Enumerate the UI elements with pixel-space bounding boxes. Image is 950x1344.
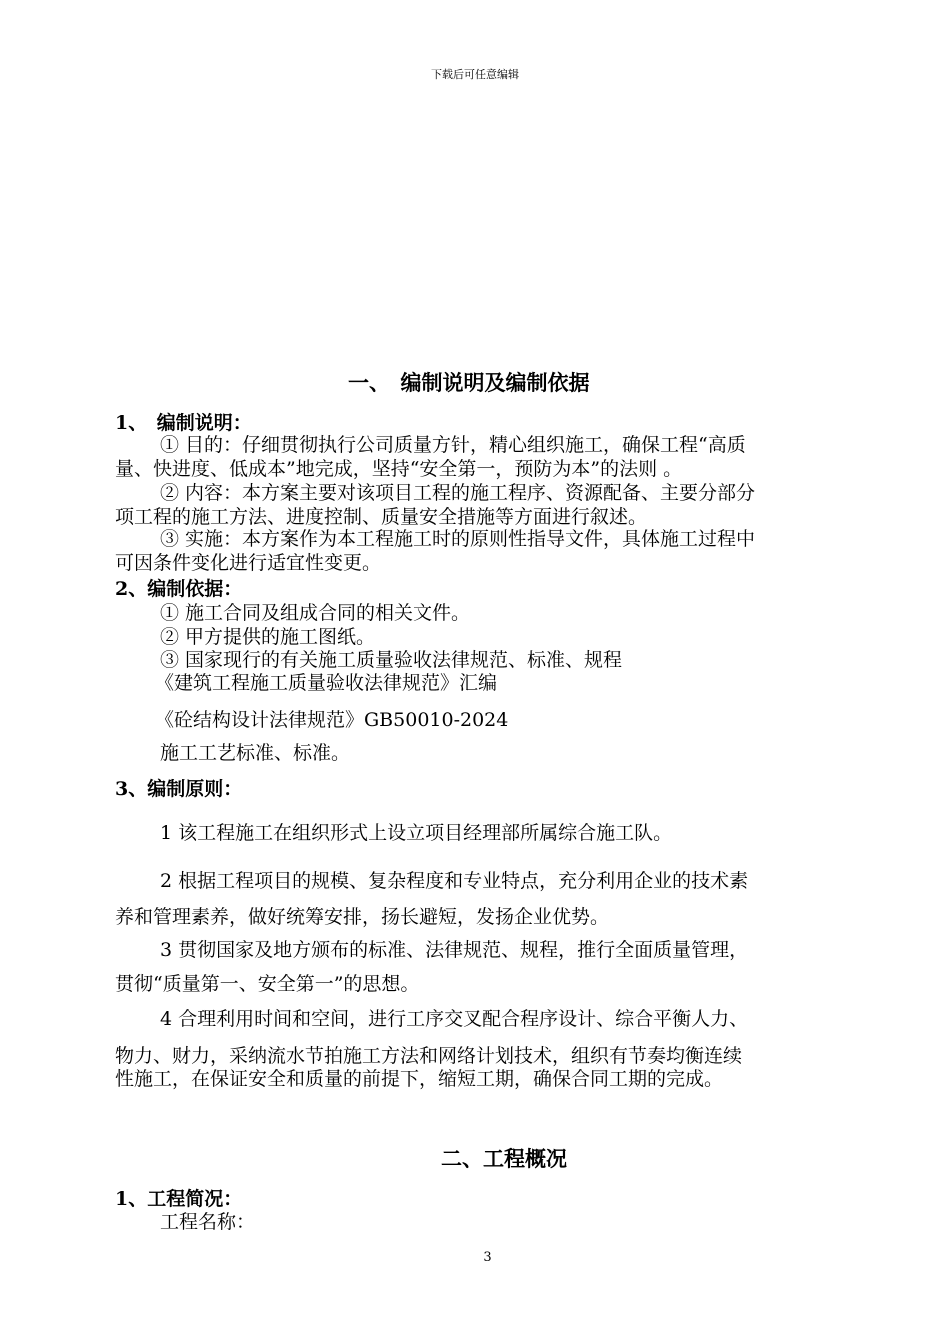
paragraph-line: 3 贯彻国家及地方颁布的标准、法律规范、规程，推行全面质量管理， xyxy=(160,939,749,961)
list-item: ③ 国家现行的有关施工质量验收法律规范、标准、规程 xyxy=(160,649,623,671)
paragraph-line: 4 合理利用时间和空间，进行工序交叉配合程序设计、综合平衡人力、 xyxy=(160,1008,749,1030)
paragraph-line: 项工程的施工方法、进度控制、质量安全措施等方面进行叙述。 xyxy=(115,506,648,528)
list-item: 施工工艺标准、标准。 xyxy=(160,742,351,764)
paragraph-line: 2 根据工程项目的规模、复杂程度和专业特点，充分利用企业的技术素 xyxy=(160,870,749,892)
paragraph-line: ② 内容：本方案主要对该项目工程的施工程序、资源配备、主要分部分 xyxy=(160,482,756,504)
paragraph-line: 可因条件变化进行适宜性变更。 xyxy=(115,552,382,574)
subsection-heading: 1、工程简况： xyxy=(115,1188,243,1210)
page-header: 下载后可任意编辑 xyxy=(431,68,519,81)
paragraph-line: 物力、财力，采纳流水节拍施工方法和网络计划技术，组织有节奏均衡连续 xyxy=(115,1045,743,1067)
subsection-2-heading: 2、编制依据： xyxy=(115,578,243,600)
list-item: ② 甲方提供的施工图纸。 xyxy=(160,626,376,648)
list-item: ① 施工合同及组成合同的相关文件。 xyxy=(160,602,471,624)
page-number: 3 xyxy=(483,1250,492,1265)
paragraph-line: 量、快进度、低成本”地完成，坚持“安全第一，预防为本”的法则 。 xyxy=(115,458,683,480)
section-2-title: 二、工程概况 xyxy=(441,1146,567,1171)
subsection-1-heading: 1、 编制说明： xyxy=(115,412,252,434)
paragraph-line: 1 该工程施工在组织形式上设立项目经理部所属综合施工队。 xyxy=(160,822,673,844)
list-item: 《建筑工程施工质量验收法律规范》汇编 xyxy=(155,672,498,694)
subsection-3-heading: 3、编制原则： xyxy=(115,778,243,800)
list-item: 《砼结构设计法律规范》GB50010-2024 xyxy=(155,709,509,731)
paragraph-line: ③ 实施：本方案作为本工程施工时的原则性指导文件，具体施工过程中 xyxy=(160,528,756,550)
section-1-title: 一、 编制说明及编制依据 xyxy=(348,370,590,395)
paragraph-line: 性施工，在保证安全和质量的前提下，缩短工期，确保合同工期的完成。 xyxy=(115,1068,724,1090)
paragraph-line: 养和管理素养，做好统筹安排，扬长避短，发扬企业优势。 xyxy=(115,906,610,928)
paragraph-line: 贯彻“质量第一、安全第一”的思想。 xyxy=(115,973,420,995)
paragraph-line: ① 目的：仔细贯彻执行公司质量方针，精心组织施工，确保工程“高质 xyxy=(160,434,746,456)
paragraph-line: 工程名称： xyxy=(160,1211,256,1233)
